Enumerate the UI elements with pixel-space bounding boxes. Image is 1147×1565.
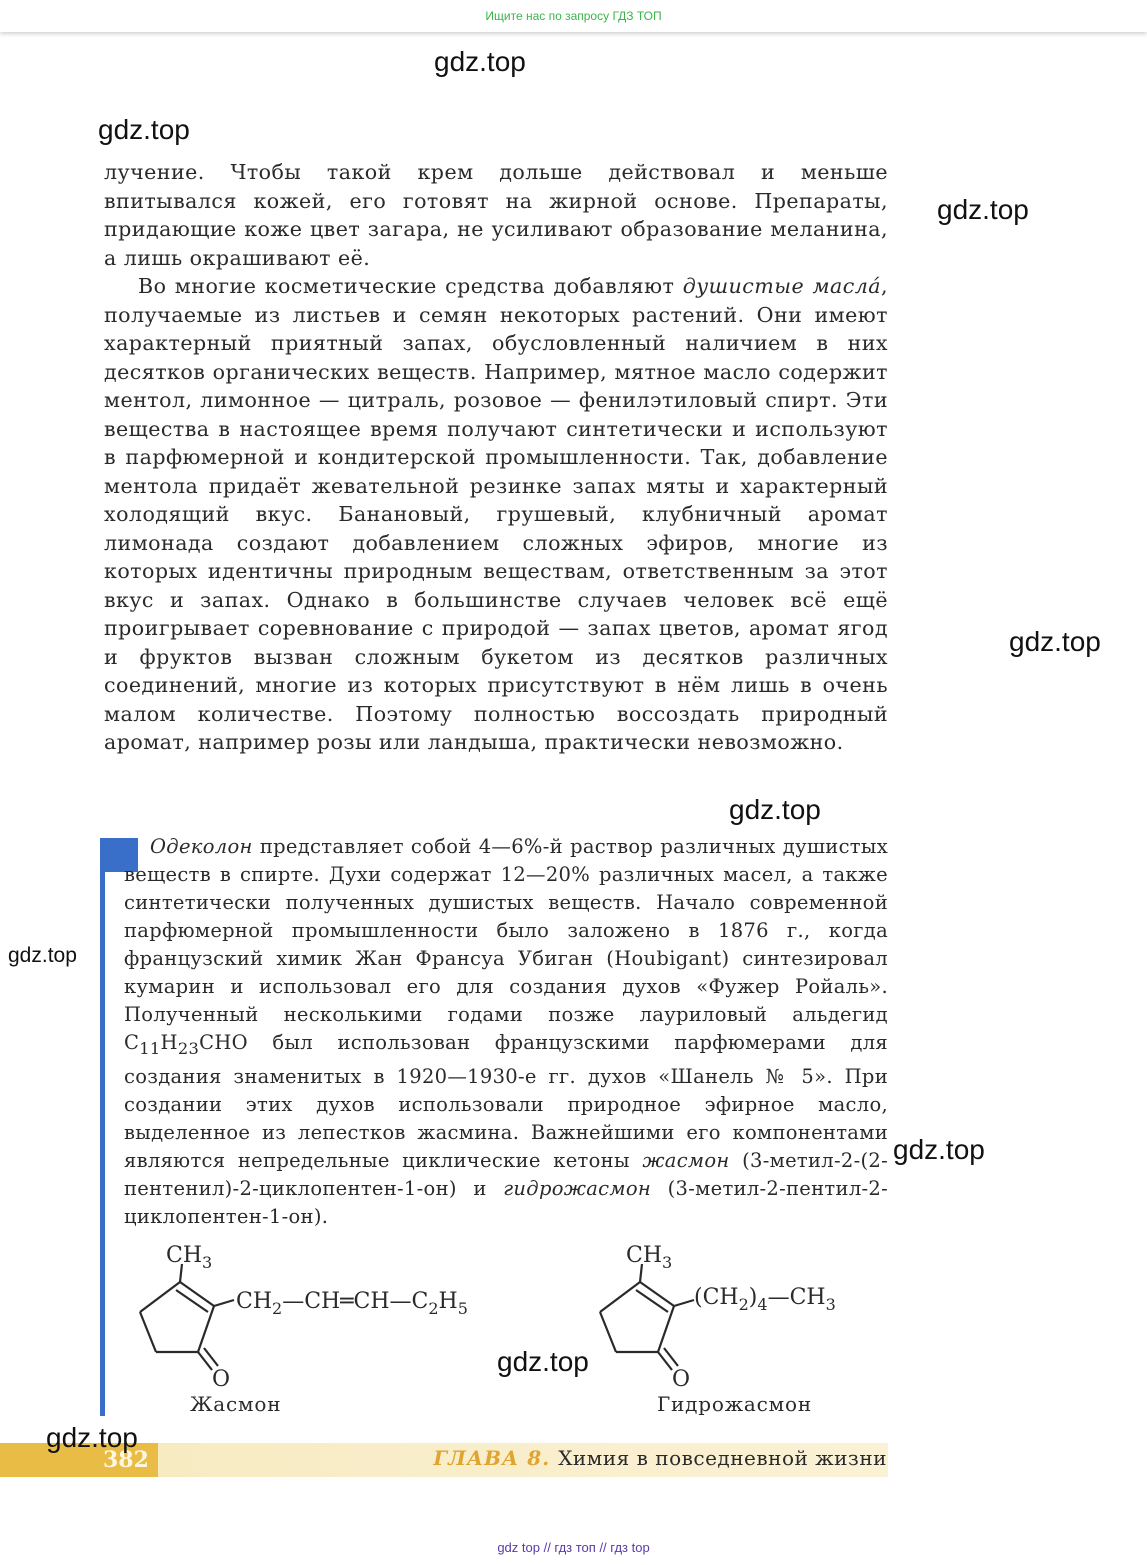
- hydrojasmone-oxygen: O: [672, 1367, 691, 1392]
- jasmone-oxygen: O: [212, 1367, 231, 1392]
- infobox-part-1: представляет собой 4—6%-й раствор различных душистых веществ в спирте. Духи содержат 12—20% различных масел, а также синтетически полученных душистых веществ. Начало современной парфюмерной промышленности было заложено в 1876 г., когда французский химик Жан Франсуа Убиган (Houbigant) синтезировал кумарин и использовал его для создания духов «Фужер Ройаль». Полученный несколькими годами позже лауриловый альдегид C: [124, 835, 888, 1054]
- infobox-strip: [100, 838, 105, 1416]
- watermark: gdz.top: [98, 114, 190, 145]
- watermark: gdz.top: [729, 794, 821, 825]
- infobox-term: Одеколон: [150, 835, 253, 858]
- hydrojasmone-structure: [590, 1238, 890, 1398]
- infobox-term-jasmone: жасмон: [642, 1148, 730, 1172]
- chapter-heading: [433, 1446, 887, 1470]
- search-banner[interactable]: [0, 0, 1147, 32]
- infobox-part-2: CHO был использован французскими парфюмерами для создания знаменитых в 1920—1930-е гг. духов «Шанель № 5». При создании этих духов использовали природное эфирное масло, выделенное из лепестков жасмина. Важнейшими его компонентами являются непредельные циклические кетоны: [124, 1031, 888, 1172]
- watermark: gdz.top: [434, 46, 526, 77]
- formula-sub: 23: [177, 1038, 200, 1058]
- hydrojasmone-methyl: $CH_3$: [626, 1243, 673, 1272]
- watermark: gdz.top: [46, 1422, 138, 1453]
- formula-sub: 11: [139, 1038, 161, 1058]
- bottom-link-separator: //: [539, 1540, 555, 1555]
- infobox-part-3: (3-метил-2-(2-пентенил)-2-циклопентен-1-он) и: [124, 1148, 888, 1200]
- jasmone-caption: Жасмон: [190, 1392, 282, 1416]
- paragraph-2: [104, 272, 888, 757]
- paragraph-2-term: душистые масла́: [682, 274, 881, 298]
- jasmone-structure: [130, 1238, 530, 1398]
- bottom-link-gdz-top-ru[interactable]: гдз топ: [554, 1540, 596, 1555]
- watermark: gdz.top: [497, 1346, 589, 1377]
- jasmone-ring: [140, 1264, 234, 1370]
- hydrojasmone-ring: [600, 1264, 694, 1370]
- bottom-link-separator: //: [595, 1540, 611, 1555]
- bottom-link-gdz-top-mixed[interactable]: гдз top: [610, 1540, 650, 1555]
- paragraph-1: лучение. Чтобы такой крем дольше действовал и меньше впитывался кожей, его готовят на жирной основе. Препараты, придающие коже цвет загара, не усиливают образование меланина, а лишь окрашивают её.: [104, 160, 888, 270]
- chapter-label: ГЛАВА 8.: [433, 1446, 551, 1470]
- page-number: 382: [103, 1447, 149, 1473]
- infobox-part-4: (3-метил-2-пентил-2-циклопентен-1-он).: [124, 1176, 888, 1228]
- watermark: gdz.top: [937, 194, 1029, 225]
- infobox-term-hydrojasmone: гидрожасмон: [503, 1176, 652, 1200]
- hydrojasmone-caption: Гидрожасмон: [657, 1392, 812, 1416]
- paragraph-2-start: Во многие косметические средства добавляют: [138, 274, 683, 298]
- bottom-links: [0, 1540, 1147, 1555]
- watermark: gdz.top: [8, 944, 77, 967]
- paragraph-2-rest: , получаемые из листьев и семян некоторых растений. Они имеют характерный приятный запах, обусловленный наличием в них десятков органических веществ. Например, мятное масло содержит ментол, лимонное — цитраль, розовое — фенилэтиловый спирт. Эти вещества в настоящее время получают синтетически и используют в парфюмерной и кондитерской промышленности. Так, добавление ментола придаёт жевательной резинке запах мяты и характерный холодящий вкус. Банановый, грушевый, клубничный аромат лимонада создают добавлением сложных эфиров, многие из которых идентичны природным веществам, ответственным за этот вкус и запах. Однако в большинстве случаев человек всё ещё проигрывает соревнование с природой — запах цветов, аромат ягод и фруктов вызван сложным букетом из десятков различных соединений, многие из которых присутствуют в нём лишь в очень малом количестве. Поэтому полностью воссоздать природный аромат, например розы или ландыша, практически невозможно.: [104, 274, 888, 754]
- watermark: gdz.top: [893, 1134, 985, 1165]
- bottom-link-gdz-top[interactable]: gdz top: [497, 1540, 540, 1555]
- watermark: gdz.top: [1009, 626, 1101, 657]
- chapter-title: Химия в повседневной жизни: [558, 1446, 887, 1470]
- hydrojasmone-chain: $(CH_2)_4—CH_3$: [694, 1285, 836, 1314]
- jasmone-chain: $CH_2—CH═CH—C_2H_5$: [236, 1289, 468, 1318]
- infobox-text: [124, 833, 888, 1231]
- search-banner-text[interactable]: Ищите нас по запросу ГДЗ ТОП: [485, 9, 662, 23]
- jasmone-methyl: $CH_3$: [166, 1243, 213, 1272]
- formula-h: H: [160, 1031, 178, 1054]
